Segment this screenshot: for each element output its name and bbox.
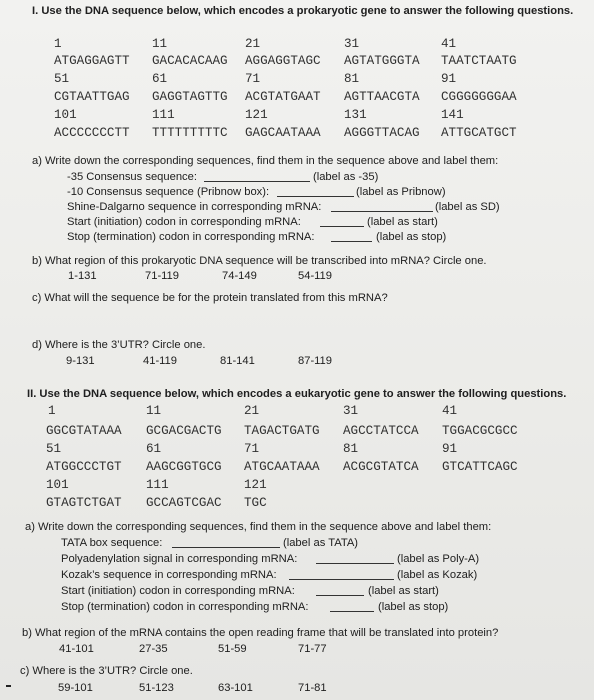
pos-label: 71 xyxy=(245,72,261,86)
label-hint: (label as Kozak) xyxy=(397,569,478,581)
answer-option[interactable]: 81-141 xyxy=(220,355,255,367)
dna-segment: AAGCGGTGCG xyxy=(146,460,222,474)
question-1a-prompt: a) Write down the corresponding sequences, find them in the sequence above and label them: xyxy=(32,155,499,167)
pos-label: 91 xyxy=(441,72,457,86)
question-item: Stop (termination) codon in corresponding mRNA: xyxy=(61,601,309,613)
answer-option[interactable]: 9-131 xyxy=(66,355,95,367)
question-item: Polyadenylation signal in corresponding mRNA: xyxy=(61,553,298,565)
answer-blank[interactable] xyxy=(316,554,394,564)
question-item: TATA box sequence: xyxy=(61,537,163,549)
answer-blank[interactable] xyxy=(204,172,310,182)
answer-blank[interactable] xyxy=(172,538,280,548)
answer-option[interactable]: 71-77 xyxy=(298,643,327,655)
dna-segment: ATGGCCCTGT xyxy=(46,460,122,474)
answer-blank[interactable] xyxy=(289,570,394,580)
answer-blank[interactable] xyxy=(316,586,364,596)
dna-segment: TGC xyxy=(244,496,267,510)
label-hint: (label as Poly-A) xyxy=(397,553,480,565)
dna-segment: TAGACTGATG xyxy=(244,424,320,438)
pos-label: 111 xyxy=(152,108,175,122)
question-item: -10 Consensus sequence (Pribnow box): xyxy=(67,186,270,198)
pos-label: 51 xyxy=(54,72,70,86)
answer-option[interactable]: 71-81 xyxy=(298,682,327,694)
label-hint: (label as start) xyxy=(367,216,438,228)
label-hint: (label as SD) xyxy=(435,201,500,213)
pos-label: 141 xyxy=(441,108,464,122)
question-1b-prompt: b) What region of this prokaryotic DNA sequence will be transcribed into mRNA? Circle one. xyxy=(32,255,487,267)
pos-label: 11 xyxy=(146,404,162,418)
dna-segment: AGTATGGGTA xyxy=(344,54,420,68)
pos-label: 61 xyxy=(146,442,162,456)
pos-label: 101 xyxy=(54,108,77,122)
dna-segment: ACGCGTATCA xyxy=(343,460,419,474)
answer-option[interactable]: 27-35 xyxy=(139,643,168,655)
answer-option[interactable]: 87-119 xyxy=(298,355,333,367)
question-item: Start (initiation) codon in corresponding mRNA: xyxy=(61,585,295,597)
dna-segment: GCCAGTCGAC xyxy=(146,496,222,510)
question-item: Start (initiation) codon in corresponding mRNA: xyxy=(67,216,301,228)
dna-segment: GAGCAATAAA xyxy=(245,126,321,140)
dna-segment: ACCCCCCCTT xyxy=(54,126,130,140)
pos-label: 91 xyxy=(442,442,458,456)
pos-label: 81 xyxy=(343,442,359,456)
answer-blank[interactable] xyxy=(277,187,354,197)
pos-label: 31 xyxy=(343,404,359,418)
dna-segment: GTAGTCTGAT xyxy=(46,496,122,510)
answer-option[interactable]: 63-101 xyxy=(218,682,253,694)
answer-option[interactable]: 74-149 xyxy=(222,270,257,282)
dna-segment: ATGAGGAGTT xyxy=(54,54,130,68)
label-hint: (label as -35) xyxy=(313,171,379,183)
pos-label: 41 xyxy=(442,404,458,418)
pos-label: 121 xyxy=(245,108,268,122)
dna-segment: GCGACGACTG xyxy=(146,424,222,438)
part2-heading: II. Use the DNA sequence below, which encodes a eukaryotic gene to answer the following questions. xyxy=(27,388,567,400)
answer-option[interactable]: 41-119 xyxy=(143,355,178,367)
answer-option[interactable]: 41-101 xyxy=(59,643,94,655)
dna-segment: CGTAATTGAG xyxy=(54,90,130,104)
label-hint: (label as Pribnow) xyxy=(356,186,446,198)
answer-option[interactable]: 59-101 xyxy=(58,682,93,694)
pos-label: 51 xyxy=(46,442,62,456)
part1-heading: I. Use the DNA sequence below, which encodes a prokaryotic gene to answer the following questions. xyxy=(32,5,574,17)
answer-option[interactable]: 51-123 xyxy=(139,682,174,694)
dna-segment: TTTTTTTTTC xyxy=(152,126,228,140)
label-hint: (label as start) xyxy=(368,585,439,597)
answer-option[interactable]: 51-59 xyxy=(218,643,247,655)
dna-segment: CGGGGGGGAA xyxy=(441,90,517,104)
pos-label: 131 xyxy=(344,108,367,122)
pos-label: 71 xyxy=(244,442,260,456)
pos-label: 31 xyxy=(344,37,360,51)
dna-segment: ATTGCATGCT xyxy=(441,126,517,140)
dna-segment: GGCGTATAAA xyxy=(46,424,122,438)
answer-blank[interactable] xyxy=(331,232,372,242)
pos-label: 61 xyxy=(152,72,168,86)
pos-label: 1 xyxy=(54,37,62,51)
answer-blank[interactable] xyxy=(320,217,364,227)
label-hint: (label as TATA) xyxy=(283,537,359,549)
dna-segment: GTCATTCAGC xyxy=(442,460,518,474)
dna-segment: ACGTATGAAT xyxy=(245,90,321,104)
pos-label: 1 xyxy=(48,404,56,418)
dna-segment: TAATCTAATG xyxy=(441,54,517,68)
pos-label: 11 xyxy=(152,37,168,51)
question-2c-prompt: c) Where is the 3’UTR? Circle one. xyxy=(20,665,193,677)
dna-segment: AGGGTTACAG xyxy=(344,126,420,140)
pos-label: 121 xyxy=(244,478,267,492)
pen-mark xyxy=(6,685,11,687)
dna-segment: AGGAGGTAGC xyxy=(245,54,321,68)
label-hint: (label as stop) xyxy=(376,231,447,243)
question-2b-prompt: b) What region of the mRNA contains the open reading frame that will be translated into protein? xyxy=(22,627,499,639)
dna-segment: TGGACGCGCC xyxy=(442,424,518,438)
dna-segment: GACACACAAG xyxy=(152,54,228,68)
dna-segment: ATGCAATAAA xyxy=(244,460,320,474)
pos-label: 111 xyxy=(146,478,169,492)
answer-blank[interactable] xyxy=(331,202,433,212)
question-item: -35 Consensus sequence: xyxy=(67,171,197,183)
pos-label: 41 xyxy=(441,37,457,51)
label-hint: (label as stop) xyxy=(378,601,449,613)
question-1d-prompt: d) Where is the 3’UTR? Circle one. xyxy=(32,339,206,351)
answer-blank[interactable] xyxy=(330,602,374,612)
question-item: Stop (termination) codon in corresponding mRNA: xyxy=(67,231,315,243)
question-item: Shine-Dalgarno sequence in corresponding mRNA: xyxy=(67,201,322,213)
pos-label: 81 xyxy=(344,72,360,86)
answer-option[interactable]: 1-131 xyxy=(68,270,97,282)
answer-option[interactable]: 71-119 xyxy=(145,270,180,282)
answer-option[interactable]: 54-119 xyxy=(298,270,333,282)
pos-label: 21 xyxy=(245,37,261,51)
dna-segment: AGTTAACGTA xyxy=(344,90,420,104)
pos-label: 21 xyxy=(244,404,260,418)
dna-segment: GAGGTAGTTG xyxy=(152,90,228,104)
question-2a-prompt: a) Write down the corresponding sequences, find them in the sequence above and label them: xyxy=(25,521,492,533)
pos-label: 101 xyxy=(46,478,69,492)
dna-segment: AGCCTATCCA xyxy=(343,424,419,438)
question-item: Kozak’s sequence in corresponding mRNA: xyxy=(61,569,277,581)
question-1c-prompt: c) What will the sequence be for the protein translated from this mRNA? xyxy=(32,292,388,304)
